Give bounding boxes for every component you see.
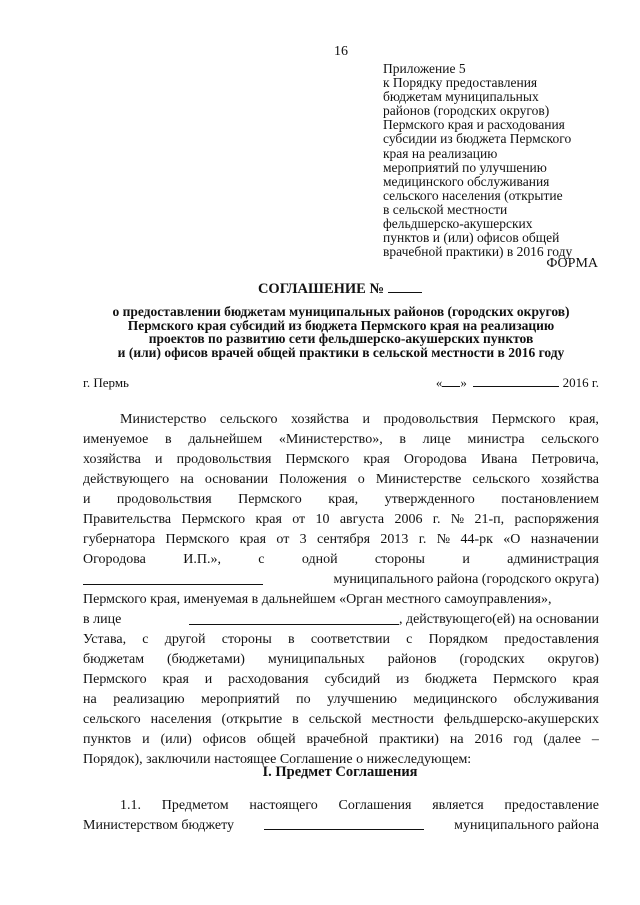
- word: продовольствия: [176, 452, 272, 467]
- word: Пермского: [238, 492, 302, 507]
- word: Предметом: [161, 798, 229, 813]
- word: сентября: [317, 532, 371, 547]
- word: улучшению: [327, 692, 397, 707]
- place: г. Пермь: [83, 375, 129, 390]
- word: администрация: [507, 552, 599, 567]
- word: и: [362, 412, 370, 427]
- body-last-line-text: Порядок), заключили настоящее Соглашение о нижеследующем:: [83, 752, 472, 767]
- word: хозяйства: [541, 472, 599, 487]
- word: 10: [315, 512, 330, 527]
- word: фельдшерско-акушерских: [443, 712, 599, 727]
- appendix-line: субсидии из бюджета Пермского: [383, 131, 572, 147]
- body-line: [83, 430, 599, 450]
- word: и: [155, 452, 163, 467]
- date-quote-open: «: [435, 375, 443, 390]
- body-line: [83, 490, 599, 510]
- appendix-line: в сельской местности: [383, 201, 508, 217]
- word: соответствии: [310, 632, 390, 647]
- word: именуемое: [83, 432, 149, 447]
- word: пунктов: [83, 732, 132, 747]
- appendix-line: пунктов и (или) офисов общей: [383, 230, 560, 246]
- preamble: [83, 410, 599, 770]
- budget-blank: [264, 815, 424, 830]
- body-line: [83, 710, 599, 730]
- word: 2016: [474, 732, 503, 747]
- word: Положения: [279, 472, 347, 487]
- word: муниципальных: [267, 652, 365, 667]
- word: №: [436, 532, 451, 547]
- word: бюджетам: [83, 652, 145, 667]
- agreement-number-blank: [388, 280, 422, 293]
- word: сельской: [308, 712, 362, 727]
- word: стороны: [221, 632, 272, 647]
- district-blank: [83, 570, 263, 585]
- word: настоящего: [249, 798, 318, 813]
- word: 1.1.: [120, 798, 141, 813]
- word: края,: [568, 412, 599, 427]
- appendix-line: районов (городских округов): [383, 103, 550, 119]
- word: края: [162, 672, 189, 687]
- word: в: [399, 432, 406, 447]
- word: на: [180, 472, 194, 487]
- word: края: [255, 512, 282, 527]
- body-line-11-after: , действующего(ей) на основании: [398, 612, 599, 627]
- body-line: [83, 630, 599, 650]
- body-line-10-text: Пермского края, именуемая в дальнейшем «Орган местного самоуправления»,: [83, 592, 552, 607]
- word: населения: [150, 712, 212, 727]
- body-line: [83, 650, 599, 670]
- word: с: [406, 632, 413, 647]
- subject-line: Пермского края субсидий из бюджета Пермского края на реализацию: [127, 317, 555, 333]
- form-label: ФОРМА: [546, 256, 598, 271]
- body-line: [83, 450, 599, 470]
- word: практики): [379, 732, 439, 747]
- word: врачебной: [306, 732, 369, 747]
- word: Огородова: [403, 452, 467, 467]
- body-line: [83, 410, 599, 430]
- word: «Министерство»,: [278, 432, 383, 447]
- word: с: [142, 632, 149, 647]
- word: Соглашения: [338, 798, 412, 813]
- body-line: [83, 670, 599, 690]
- date-quote-close: »: [460, 375, 467, 390]
- body-line: [83, 550, 599, 570]
- word: августа: [339, 512, 385, 527]
- word: И.П.»,: [183, 552, 221, 567]
- word: дальнейшем: [188, 432, 263, 447]
- word: и: [83, 492, 91, 507]
- body-line: [83, 730, 599, 750]
- word: Порядком: [428, 632, 488, 647]
- word: постановлением: [501, 492, 599, 507]
- day-blank: [442, 375, 460, 387]
- word: из: [396, 672, 410, 687]
- word: действующего: [83, 472, 170, 487]
- section-title: I. Предмет Соглашения: [262, 764, 418, 780]
- word: на: [449, 732, 464, 747]
- appendix-line: врачебной практики) в 2016 году: [383, 244, 573, 260]
- word: 2006: [394, 512, 423, 527]
- word: края: [239, 532, 267, 547]
- body-line: [83, 690, 599, 710]
- word: районов: [387, 652, 437, 667]
- word: Министерство: [120, 412, 207, 427]
- word: Пермского: [285, 452, 350, 467]
- word: Пермского: [181, 512, 246, 527]
- subject-line: проектов по развитию сети фельдшерско-акушерских пунктов: [148, 331, 534, 346]
- word: г.: [432, 512, 441, 527]
- word: Правительства: [83, 512, 172, 527]
- word: г.: [418, 532, 427, 547]
- body-line: [83, 795, 599, 815]
- word: сельского: [219, 412, 278, 427]
- word: реализацию: [113, 692, 185, 707]
- appendix-line: медицинского обслуживания: [383, 173, 550, 189]
- body-line-9-text: муниципального района (городского округа): [333, 572, 599, 587]
- word: расходования: [228, 672, 309, 687]
- word: Пермского: [492, 672, 557, 687]
- body-line-10: [83, 590, 599, 610]
- body-line: [83, 530, 599, 550]
- word: сельского: [83, 712, 141, 727]
- agreement-subject: [80, 305, 602, 359]
- word: основании: [204, 472, 269, 487]
- representative-blank: [189, 610, 399, 625]
- word: и: [142, 732, 150, 747]
- date: [436, 375, 599, 391]
- word: 44-рк: [460, 532, 493, 547]
- appendix-line: края на реализацию: [383, 145, 498, 161]
- word: обслуживания: [513, 692, 599, 707]
- word: (или): [160, 732, 192, 747]
- word: края,: [328, 492, 359, 507]
- appendix-line: мероприятий по улучшению: [383, 159, 547, 175]
- word: мероприятий: [201, 692, 280, 707]
- section-line-2: [83, 815, 599, 835]
- word: в: [165, 432, 172, 447]
- word: назначении: [530, 532, 599, 547]
- subject-line: и (или) офисов врачей общей практики в сельской местности в 2016 году: [117, 344, 565, 360]
- word: министра: [467, 432, 525, 447]
- word: предоставление: [504, 798, 599, 813]
- appendix-line: бюджетам муниципальных: [383, 89, 539, 105]
- word: о: [357, 472, 365, 487]
- word: 21-п,: [474, 512, 505, 527]
- word: и: [462, 552, 470, 567]
- word: (далее: [543, 732, 581, 747]
- appendix-line: Пермского края и расходования: [383, 117, 565, 133]
- word: продовольствия: [383, 412, 479, 427]
- word: сельского: [541, 432, 599, 447]
- appendix-line: Приложение 5: [383, 61, 466, 76]
- word: №: [450, 512, 465, 527]
- word: Министерстве: [375, 472, 462, 487]
- body-line: [83, 470, 599, 490]
- word: год: [513, 732, 533, 747]
- word: хозяйства: [291, 412, 349, 427]
- word: Пермского: [491, 412, 556, 427]
- word: субсидий: [324, 672, 381, 687]
- word: является: [432, 798, 484, 813]
- appendix-line: сельского населения (открытие: [383, 187, 563, 203]
- body-line-9: [83, 570, 599, 590]
- word: Петровича,: [531, 452, 599, 467]
- word: (открытие: [221, 712, 283, 727]
- word: утвержденного: [384, 492, 475, 507]
- date-year: 2016 г.: [562, 375, 599, 390]
- word: 2013: [380, 532, 409, 547]
- word: другой: [164, 632, 206, 647]
- word: в: [288, 632, 295, 647]
- word: бюджета: [424, 672, 478, 687]
- subject-line: о предоставлении бюджетам муниципальных районов (городских округов): [112, 304, 570, 319]
- word: (городских: [459, 652, 525, 667]
- word: от: [276, 532, 290, 547]
- word: округов): [547, 652, 599, 667]
- appendix-block: [383, 62, 623, 259]
- page-number: 16: [334, 44, 348, 59]
- body-line: [83, 510, 599, 530]
- word: предоставления: [504, 632, 599, 647]
- word: края: [572, 672, 599, 687]
- word: и: [204, 672, 213, 687]
- body-line-11: [83, 610, 599, 630]
- word: лице: [422, 432, 451, 447]
- agreement-title: [0, 280, 640, 298]
- word: «О: [503, 532, 521, 547]
- word: в: [292, 712, 299, 727]
- word: хозяйства: [83, 452, 141, 467]
- word: –: [591, 732, 599, 747]
- word: (бюджетами): [167, 652, 245, 667]
- body-line-11-before: в лице: [83, 612, 122, 627]
- word: Ивана: [480, 452, 518, 467]
- word: распоряжения: [514, 512, 599, 527]
- word: по: [296, 692, 311, 707]
- word: медицинского: [413, 692, 498, 707]
- word: Пермского: [83, 672, 147, 687]
- month-blank: [473, 375, 559, 387]
- word: местности: [371, 712, 434, 727]
- word: стороны: [374, 552, 425, 567]
- appendix-line: фельдшерско-акушерских: [383, 216, 533, 232]
- word: губернатора: [83, 532, 156, 547]
- word: Устава,: [83, 632, 127, 647]
- word: Огородова: [83, 552, 146, 567]
- word: края: [363, 452, 390, 467]
- appendix-line: к Порядку предоставления: [383, 75, 538, 91]
- word: одной: [301, 552, 338, 567]
- word: общей: [256, 732, 296, 747]
- agreement-title-text: СОГЛАШЕНИЕ №: [257, 281, 385, 297]
- word: Пермского: [165, 532, 230, 547]
- section-clause: [83, 795, 599, 835]
- section-line-2-after: муниципального района: [454, 818, 599, 833]
- word: продовольствия: [116, 492, 212, 507]
- section-line-2-before: Министерством бюджету: [83, 818, 235, 833]
- word: с: [258, 552, 265, 567]
- word: от: [292, 512, 306, 527]
- word: сельского: [472, 472, 531, 487]
- word: на: [83, 692, 97, 707]
- word: 3: [299, 532, 307, 547]
- word: офисов: [202, 732, 247, 747]
